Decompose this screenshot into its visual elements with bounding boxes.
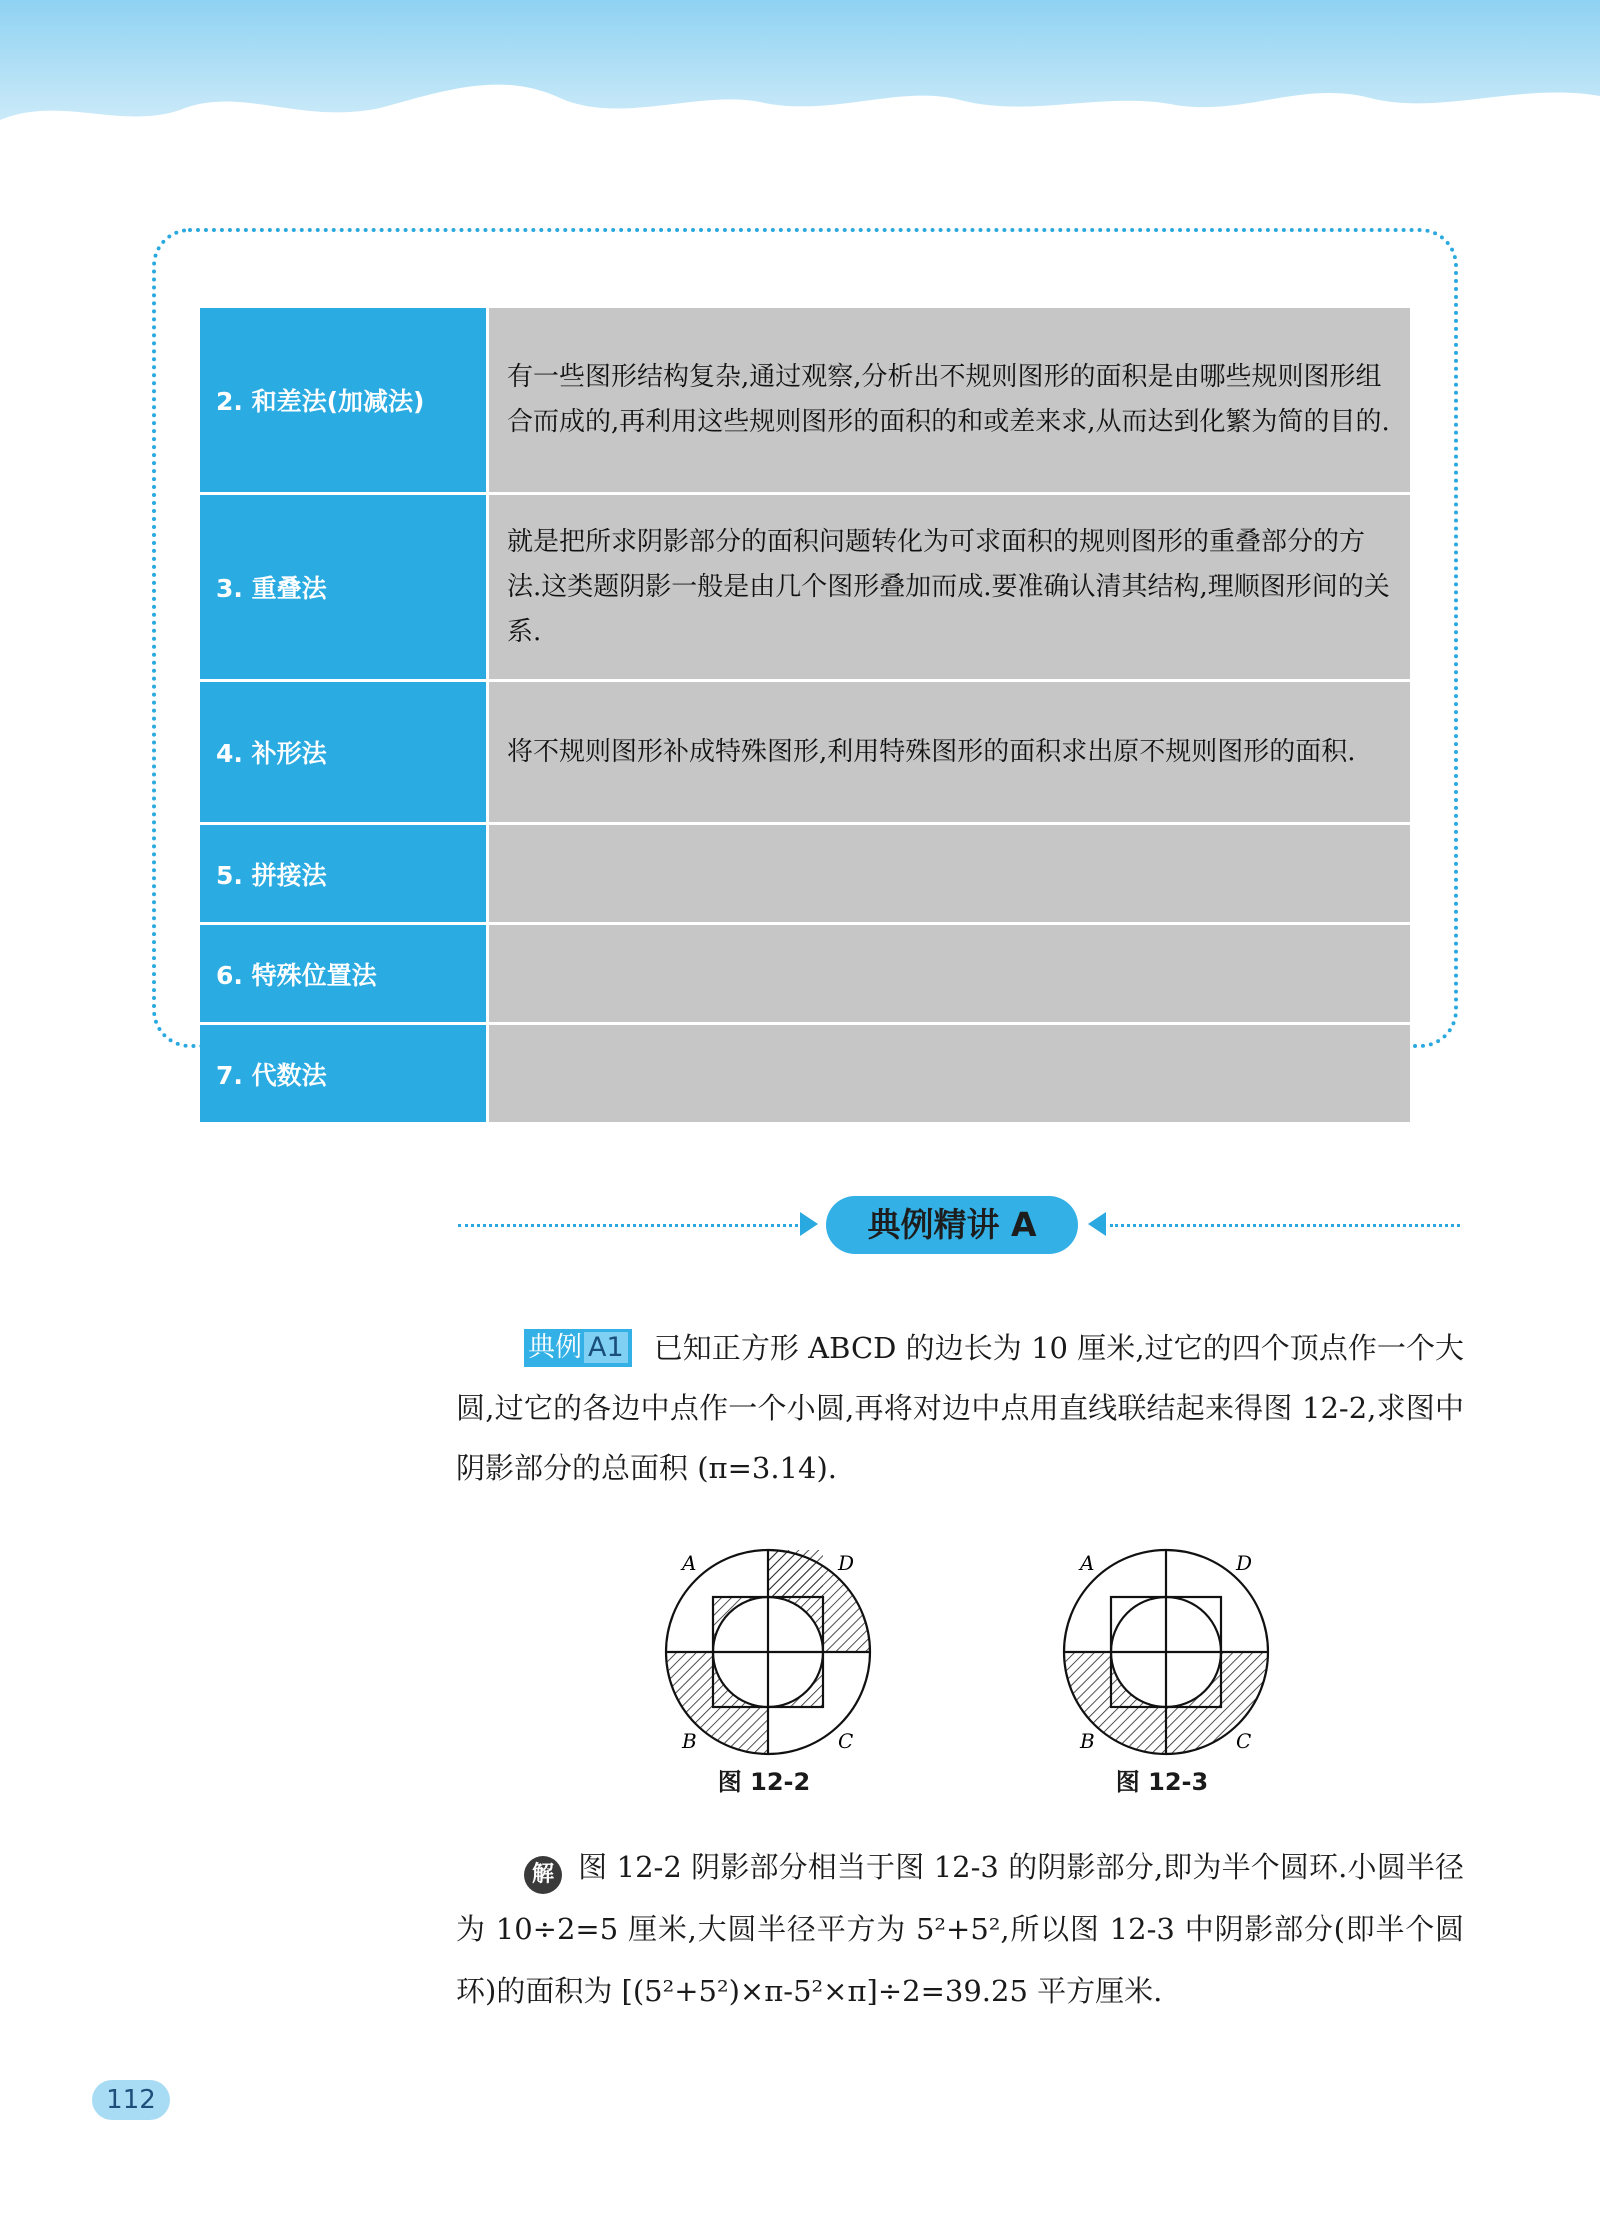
table-row (200, 824, 1410, 924)
method-name: 3. 重叠法 (200, 494, 488, 681)
section-divider-left (458, 1224, 798, 1227)
vertex-label-d: D (838, 1551, 855, 1575)
vertex-label-c: C (838, 1729, 854, 1753)
figure-12-2 (648, 1532, 888, 1772)
example-badge (524, 1329, 632, 1367)
solution (456, 1836, 1464, 2022)
solution-text: 图 12-2 阴影部分相当于图 12-3 的阴影部分,即为半个圆环.小圆半径为 10÷2=5 厘米,大圆半径平方为 5²+5²,所以图 12-3 中阴影部分(即半个圆环)的面积为 [(5²+5²)×π-5²×π]÷2=39.25 平方厘米. (456, 1850, 1464, 2008)
vertex-label-c: C (1236, 1729, 1252, 1753)
figure-12-3 (1046, 1532, 1286, 1772)
table-row (200, 681, 1410, 824)
method-desc (488, 1024, 1411, 1123)
method-name: 7. 代数法 (200, 1024, 488, 1123)
solution-badge: 解 (524, 1856, 562, 1894)
example-problem (456, 1318, 1464, 1498)
method-name: 4. 补形法 (200, 681, 488, 824)
page-number: 112 (92, 2080, 170, 2120)
example-tag: 典例 (528, 1332, 582, 1363)
cloud-banner (0, 0, 1600, 160)
vertex-label-a: A (682, 1551, 697, 1575)
vertex-label-b: B (1080, 1729, 1095, 1753)
table-row (200, 308, 1410, 494)
method-name: 2. 和差法(加减法) (200, 308, 488, 494)
table-row (200, 924, 1410, 1024)
example-text: 已知正方形 ABCD 的边长为 10 厘米,过它的四个顶点作一个大圆,过它的各边中点作一个小圆,再将对边中点用直线联结起来得图 12-2,求图中阴影部分的总面积 (π=3.14). (456, 1331, 1464, 1485)
figure-caption: 图 12-2 (717, 1768, 811, 1796)
method-desc (488, 924, 1411, 1024)
method-desc: 就是把所求阴影部分的面积问题转化为可求面积的规则图形的重叠部分的方法.这类题阴影一般是由几个图形叠加而成.要准确认清其结构,理顺图形间的关系. (488, 494, 1411, 681)
method-desc: 将不规则图形补成特殊图形,利用特殊图形的面积求出原不规则图形的面积. (488, 681, 1411, 824)
example-number: A1 (584, 1332, 628, 1363)
section-title: 典例精讲 A (826, 1196, 1078, 1254)
method-name: 6. 特殊位置法 (200, 924, 488, 1024)
vertex-label-b: B (682, 1729, 697, 1753)
arrow-left-icon (1088, 1212, 1106, 1236)
method-desc (488, 824, 1411, 924)
vertex-label-a: A (1080, 1551, 1095, 1575)
table-row (200, 1024, 1410, 1123)
method-name: 5. 拼接法 (200, 824, 488, 924)
arrow-right-icon (800, 1212, 818, 1236)
figure-caption: 图 12-3 (1115, 1768, 1209, 1796)
methods-table (200, 308, 1410, 1122)
table-row (200, 494, 1410, 681)
vertex-label-d: D (1236, 1551, 1253, 1575)
section-divider-right (1110, 1224, 1460, 1227)
method-desc: 有一些图形结构复杂,通过观察,分析出不规则图形的面积是由哪些规则图形组合而成的,再利用这些规则图形的面积的和或差来求,从而达到化繁为简的目的. (488, 308, 1411, 494)
